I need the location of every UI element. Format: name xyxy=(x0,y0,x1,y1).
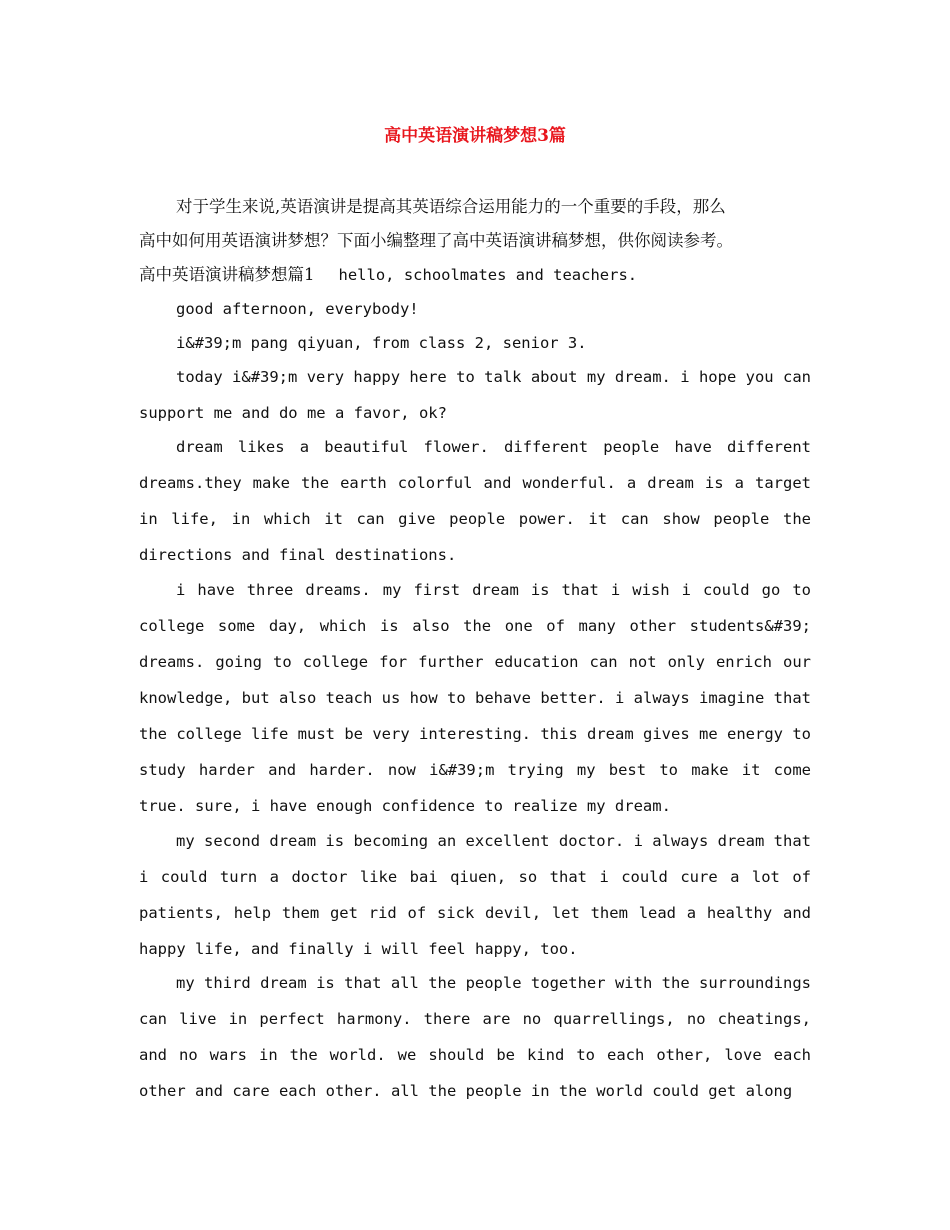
paragraph-afternoon: good afternoon, everybody! xyxy=(176,300,419,318)
section-heading-line xyxy=(139,258,637,292)
intro-line-1: 对于学生来说,英语演讲是提高其英语综合运用能力的一个重要的手段，那么 xyxy=(176,197,726,216)
paragraph-second-dream: my second dream is becoming an excellent doctor. i always dream that i could turn a doctor like bai qiuen, so that i could cure a lot of patients, help them get rid of sick devil, let them lead a healthy and happy life, and finally i will feel happy, too. xyxy=(139,832,811,958)
paragraph-three-dreams: i have three dreams. my first dream is that i wish i could go to college some day, which is also the one of many other students&#39; dreams. going to college for further education can not only enrich our knowledge, but also teach us how to behave better. i always imagine that the college life must be very interesting. this dream gives me energy to study harder and harder. now i&#39;m trying my best to make it come true. sure, i have enough confidence to realize my dream. xyxy=(139,581,811,815)
paragraph-dream-flower: dream likes a beautiful flower. different people have different dreams.they make the earth colorful and wonderful. a dream is a target in life, in which it can give people power. it can show people the directions and final destinations. xyxy=(139,438,811,564)
intro-line-2: 高中如何用英语演讲梦想？下面小编整理了高中英语演讲稿梦想，供你阅读参考。 xyxy=(139,231,733,250)
section-heading: 高中英语演讲稿梦想篇1 xyxy=(139,265,315,284)
paragraph-self-intro: i&#39;m pang qiyuan, from class 2, senior 3. xyxy=(176,334,587,352)
paragraph-today: today i&#39;m very happy here to talk about my dream. i hope you can support me and do me a favor, ok? xyxy=(139,368,811,422)
paragraph-third-dream: my third dream is that all the people together with the surroundings can live in perfect harmony. there are no quarrellings, no cheatings, and no wars in the world. we should be kind to each other, love each other and care each other. all the people in the world could get along xyxy=(139,974,811,1100)
greeting-text: hello, schoolmates and teachers. xyxy=(338,266,638,284)
page-title: 高中英语演讲稿梦想3篇 xyxy=(384,126,566,146)
